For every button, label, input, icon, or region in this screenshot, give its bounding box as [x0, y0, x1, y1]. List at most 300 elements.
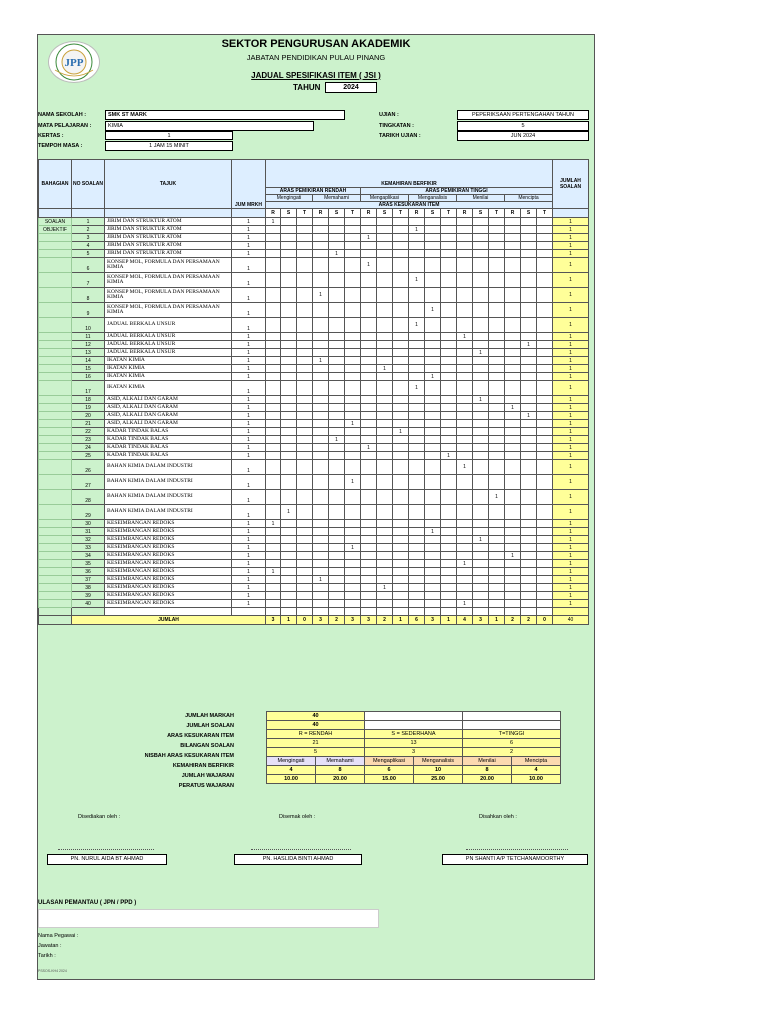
skill-cell[interactable] [425, 218, 441, 226]
skill-cell[interactable] [313, 396, 329, 404]
skill-cell[interactable] [281, 365, 297, 373]
skill-cell[interactable] [377, 505, 393, 520]
mark-cell[interactable]: 1 [232, 404, 266, 412]
skill-cell[interactable]: 1 [489, 490, 505, 505]
skill-cell[interactable] [377, 242, 393, 250]
topic-cell[interactable]: JIRIM DAN STRUKTUR ATOM [105, 226, 232, 234]
skill-cell[interactable] [393, 303, 409, 318]
topic-cell[interactable]: KESEIMBANGAN REDOKS [105, 600, 232, 608]
skill-cell[interactable] [441, 568, 457, 576]
skill-cell[interactable] [361, 560, 377, 568]
mark-cell[interactable]: 1 [232, 592, 266, 600]
skill-cell[interactable] [537, 404, 553, 412]
skill-cell[interactable] [313, 273, 329, 288]
skill-cell[interactable] [281, 428, 297, 436]
school-field[interactable]: SMK ST MARK [105, 110, 345, 120]
skill-cell[interactable] [489, 365, 505, 373]
skill-cell[interactable] [473, 475, 489, 490]
skill-cell[interactable] [313, 544, 329, 552]
skill-cell[interactable] [345, 560, 361, 568]
skill-cell[interactable] [313, 584, 329, 592]
skill-cell[interactable] [313, 592, 329, 600]
skill-cell[interactable] [409, 568, 425, 576]
skill-cell[interactable] [489, 576, 505, 584]
skill-cell[interactable] [345, 536, 361, 544]
topic-cell[interactable]: BAHAN KIMIA DALAM INDUSTRI [105, 490, 232, 505]
skill-cell[interactable] [377, 452, 393, 460]
skill-cell[interactable] [377, 258, 393, 273]
skill-cell[interactable]: 1 [425, 528, 441, 536]
skill-cell[interactable] [313, 536, 329, 544]
skill-cell[interactable] [281, 341, 297, 349]
skill-cell[interactable] [457, 381, 473, 396]
skill-cell[interactable] [521, 528, 537, 536]
skill-cell[interactable] [457, 373, 473, 381]
mark-cell[interactable]: 1 [232, 318, 266, 333]
skill-cell[interactable] [489, 303, 505, 318]
skill-cell[interactable] [425, 460, 441, 475]
skill-cell[interactable] [521, 576, 537, 584]
skill-cell[interactable] [505, 288, 521, 303]
skill-cell[interactable] [329, 373, 345, 381]
skill-cell[interactable] [489, 404, 505, 412]
skill-cell[interactable] [361, 552, 377, 560]
skill-cell[interactable] [409, 592, 425, 600]
skill-cell[interactable] [377, 544, 393, 552]
mark-cell[interactable]: 1 [232, 536, 266, 544]
skill-cell[interactable] [441, 288, 457, 303]
skill-cell[interactable] [281, 600, 297, 608]
skill-cell[interactable]: 1 [409, 226, 425, 234]
skill-cell[interactable] [297, 560, 313, 568]
skill-cell[interactable] [297, 333, 313, 341]
skill-cell[interactable] [425, 576, 441, 584]
mark-cell[interactable]: 1 [232, 396, 266, 404]
mark-cell[interactable]: 1 [232, 552, 266, 560]
skill-cell[interactable] [297, 452, 313, 460]
skill-cell[interactable] [441, 576, 457, 584]
skill-cell[interactable] [297, 234, 313, 242]
skill-cell[interactable] [297, 475, 313, 490]
skill-cell[interactable] [297, 520, 313, 528]
skill-cell[interactable] [537, 536, 553, 544]
topic-cell[interactable]: BAHAN KIMIA DALAM INDUSTRI [105, 475, 232, 490]
skill-cell[interactable] [297, 490, 313, 505]
skill-cell[interactable] [361, 333, 377, 341]
skill-cell[interactable] [505, 544, 521, 552]
skill-cell[interactable] [313, 420, 329, 428]
skill-cell[interactable] [425, 568, 441, 576]
skill-cell[interactable] [393, 576, 409, 584]
skill-cell[interactable] [313, 568, 329, 576]
skill-cell[interactable] [329, 505, 345, 520]
skill-cell[interactable] [329, 600, 345, 608]
skill-cell[interactable] [521, 592, 537, 600]
skill-cell[interactable] [537, 373, 553, 381]
skill-cell[interactable] [473, 568, 489, 576]
skill-cell[interactable] [377, 536, 393, 544]
skill-cell[interactable] [409, 490, 425, 505]
skill-cell[interactable] [297, 444, 313, 452]
skill-cell[interactable] [537, 490, 553, 505]
skill-cell[interactable] [441, 404, 457, 412]
skill-cell[interactable]: 1 [361, 234, 377, 242]
skill-cell[interactable] [393, 365, 409, 373]
skill-cell[interactable] [393, 452, 409, 460]
skill-cell[interactable] [345, 460, 361, 475]
skill-cell[interactable] [537, 528, 553, 536]
mark-cell[interactable]: 1 [232, 544, 266, 552]
skill-cell[interactable] [313, 365, 329, 373]
skill-cell[interactable] [521, 420, 537, 428]
skill-cell[interactable] [393, 490, 409, 505]
skill-cell[interactable] [345, 242, 361, 250]
skill-cell[interactable] [281, 528, 297, 536]
skill-cell[interactable] [281, 242, 297, 250]
mark-cell[interactable]: 1 [232, 436, 266, 444]
skill-cell[interactable] [537, 592, 553, 600]
skill-cell[interactable] [521, 357, 537, 365]
skill-cell[interactable] [521, 444, 537, 452]
skill-cell[interactable] [489, 357, 505, 365]
skill-cell[interactable] [297, 568, 313, 576]
skill-cell[interactable] [313, 373, 329, 381]
skill-cell[interactable] [489, 273, 505, 288]
skill-cell[interactable] [489, 373, 505, 381]
skill-cell[interactable] [266, 396, 281, 404]
skill-cell[interactable] [457, 318, 473, 333]
skill-cell[interactable] [441, 412, 457, 420]
skill-cell[interactable] [425, 349, 441, 357]
topic-cell[interactable]: JIRIM DAN STRUKTUR ATOM [105, 250, 232, 258]
skill-cell[interactable] [457, 520, 473, 528]
skill-cell[interactable] [473, 404, 489, 412]
skill-cell[interactable] [281, 250, 297, 258]
skill-cell[interactable] [505, 536, 521, 544]
mark-cell[interactable]: 1 [232, 528, 266, 536]
skill-cell[interactable] [425, 333, 441, 341]
topic-cell[interactable]: KESEIMBANGAN REDOKS [105, 560, 232, 568]
skill-cell[interactable] [537, 420, 553, 428]
skill-cell[interactable] [377, 560, 393, 568]
skill-cell[interactable] [345, 444, 361, 452]
skill-cell[interactable] [266, 528, 281, 536]
skill-cell[interactable]: 1 [441, 452, 457, 460]
skill-cell[interactable] [393, 412, 409, 420]
skill-cell[interactable] [409, 528, 425, 536]
skill-cell[interactable] [345, 349, 361, 357]
skill-cell[interactable] [393, 226, 409, 234]
skill-cell[interactable] [409, 365, 425, 373]
skill-cell[interactable] [409, 436, 425, 444]
skill-cell[interactable] [473, 273, 489, 288]
skill-cell[interactable] [473, 428, 489, 436]
skill-cell[interactable] [473, 218, 489, 226]
skill-cell[interactable] [345, 428, 361, 436]
skill-cell[interactable] [537, 288, 553, 303]
skill-cell[interactable] [393, 528, 409, 536]
skill-cell[interactable] [457, 365, 473, 373]
skill-cell[interactable] [393, 568, 409, 576]
mark-cell[interactable]: 1 [232, 341, 266, 349]
skill-cell[interactable] [489, 436, 505, 444]
skill-cell[interactable] [393, 584, 409, 592]
skill-cell[interactable] [489, 341, 505, 349]
skill-cell[interactable] [521, 373, 537, 381]
skill-cell[interactable] [313, 258, 329, 273]
skill-cell[interactable] [345, 318, 361, 333]
skill-cell[interactable] [361, 576, 377, 584]
skill-cell[interactable] [313, 452, 329, 460]
skill-cell[interactable] [409, 250, 425, 258]
skill-cell[interactable] [393, 600, 409, 608]
skill-cell[interactable] [425, 341, 441, 349]
skill-cell[interactable] [266, 250, 281, 258]
skill-cell[interactable]: 1 [266, 520, 281, 528]
skill-cell[interactable] [266, 428, 281, 436]
skill-cell[interactable] [281, 273, 297, 288]
topic-cell[interactable]: KESEIMBANGAN REDOKS [105, 544, 232, 552]
skill-cell[interactable] [473, 333, 489, 341]
year-field[interactable]: 2024 [325, 82, 377, 93]
skill-cell[interactable] [505, 333, 521, 341]
topic-cell[interactable]: KONSEP MOL, FORMULA DAN PERSAMAAN KIMIA [105, 273, 232, 288]
skill-cell[interactable] [297, 303, 313, 318]
mark-cell[interactable]: 1 [232, 242, 266, 250]
skill-cell[interactable] [425, 600, 441, 608]
skill-cell[interactable] [377, 357, 393, 365]
skill-cell[interactable] [361, 436, 377, 444]
skill-cell[interactable] [505, 226, 521, 234]
skill-cell[interactable] [537, 226, 553, 234]
skill-cell[interactable] [361, 544, 377, 552]
skill-cell[interactable] [345, 234, 361, 242]
skill-cell[interactable] [266, 536, 281, 544]
skill-cell[interactable] [489, 568, 505, 576]
skill-cell[interactable] [505, 475, 521, 490]
mark-cell[interactable]: 1 [232, 218, 266, 226]
skill-cell[interactable] [313, 444, 329, 452]
skill-cell[interactable] [409, 552, 425, 560]
duration-field[interactable]: 1 JAM 15 MINIT [105, 141, 233, 151]
skill-cell[interactable] [425, 544, 441, 552]
skill-cell[interactable] [377, 568, 393, 576]
skill-cell[interactable] [521, 288, 537, 303]
skill-cell[interactable] [329, 226, 345, 234]
skill-cell[interactable] [457, 490, 473, 505]
skill-cell[interactable] [266, 258, 281, 273]
skill-cell[interactable] [489, 242, 505, 250]
skill-cell[interactable] [425, 273, 441, 288]
skill-cell[interactable] [521, 365, 537, 373]
skill-cell[interactable] [313, 341, 329, 349]
skill-cell[interactable] [537, 520, 553, 528]
skill-cell[interactable] [266, 381, 281, 396]
skill-cell[interactable] [425, 234, 441, 242]
mark-cell[interactable]: 1 [232, 333, 266, 341]
skill-cell[interactable] [297, 273, 313, 288]
skill-cell[interactable] [313, 218, 329, 226]
topic-cell[interactable]: IKATAN KIMIA [105, 381, 232, 396]
skill-cell[interactable] [266, 273, 281, 288]
skill-cell[interactable] [537, 544, 553, 552]
skill-cell[interactable] [457, 303, 473, 318]
skill-cell[interactable] [441, 234, 457, 242]
skill-cell[interactable] [329, 568, 345, 576]
mark-cell[interactable]: 1 [232, 349, 266, 357]
skill-cell[interactable] [521, 349, 537, 357]
skill-cell[interactable] [313, 333, 329, 341]
skill-cell[interactable] [537, 560, 553, 568]
skill-cell[interactable] [505, 258, 521, 273]
skill-cell[interactable] [313, 404, 329, 412]
skill-cell[interactable] [409, 349, 425, 357]
skill-cell[interactable] [361, 273, 377, 288]
skill-cell[interactable] [345, 333, 361, 341]
skill-cell[interactable] [281, 226, 297, 234]
skill-cell[interactable] [537, 349, 553, 357]
skill-cell[interactable] [266, 357, 281, 365]
skill-cell[interactable] [457, 452, 473, 460]
skill-cell[interactable] [393, 520, 409, 528]
mark-cell[interactable]: 1 [232, 475, 266, 490]
skill-cell[interactable] [521, 428, 537, 436]
skill-cell[interactable] [361, 303, 377, 318]
skill-cell[interactable] [281, 436, 297, 444]
skill-cell[interactable] [425, 250, 441, 258]
skill-cell[interactable]: 1 [521, 412, 537, 420]
skill-cell[interactable] [457, 576, 473, 584]
skill-cell[interactable] [345, 381, 361, 396]
skill-cell[interactable] [297, 341, 313, 349]
skill-cell[interactable] [361, 584, 377, 592]
skill-cell[interactable] [297, 396, 313, 404]
mark-cell[interactable]: 1 [232, 303, 266, 318]
skill-cell[interactable] [521, 505, 537, 520]
skill-cell[interactable]: 1 [266, 568, 281, 576]
skill-cell[interactable] [505, 357, 521, 365]
mark-cell[interactable]: 1 [232, 381, 266, 396]
skill-cell[interactable] [281, 560, 297, 568]
skill-cell[interactable] [489, 475, 505, 490]
skill-cell[interactable] [361, 528, 377, 536]
skill-cell[interactable] [329, 318, 345, 333]
skill-cell[interactable] [409, 373, 425, 381]
skill-cell[interactable] [266, 234, 281, 242]
skill-cell[interactable] [537, 428, 553, 436]
skill-cell[interactable] [441, 600, 457, 608]
skill-cell[interactable] [505, 576, 521, 584]
skill-cell[interactable] [313, 428, 329, 436]
skill-cell[interactable] [329, 349, 345, 357]
skill-cell[interactable] [441, 428, 457, 436]
exam-field[interactable]: PEPERIKSAAN PERTENGAHAN TAHUN [457, 110, 589, 120]
skill-cell[interactable] [361, 452, 377, 460]
skill-cell[interactable] [361, 218, 377, 226]
skill-cell[interactable] [313, 505, 329, 520]
topic-cell[interactable]: IKATAN KIMIA [105, 365, 232, 373]
skill-cell[interactable] [521, 436, 537, 444]
mark-cell[interactable]: 1 [232, 576, 266, 584]
skill-cell[interactable] [361, 349, 377, 357]
skill-cell[interactable] [345, 273, 361, 288]
skill-cell[interactable] [297, 357, 313, 365]
skill-cell[interactable] [441, 318, 457, 333]
skill-cell[interactable] [393, 288, 409, 303]
skill-cell[interactable] [297, 600, 313, 608]
skill-cell[interactable] [457, 592, 473, 600]
mark-cell[interactable]: 1 [232, 505, 266, 520]
skill-cell[interactable]: 1 [266, 218, 281, 226]
topic-cell[interactable]: ASID, ALKALI DAN GARAM [105, 420, 232, 428]
skill-cell[interactable] [297, 381, 313, 396]
skill-cell[interactable] [537, 444, 553, 452]
topic-cell[interactable]: KADAR TINDAK BALAS [105, 452, 232, 460]
skill-cell[interactable]: 1 [313, 357, 329, 365]
skill-cell[interactable] [377, 226, 393, 234]
skill-cell[interactable] [329, 452, 345, 460]
skill-cell[interactable] [377, 250, 393, 258]
skill-cell[interactable] [361, 568, 377, 576]
skill-cell[interactable] [521, 452, 537, 460]
skill-cell[interactable] [297, 505, 313, 520]
skill-cell[interactable] [425, 490, 441, 505]
skill-cell[interactable] [425, 420, 441, 428]
skill-cell[interactable] [393, 273, 409, 288]
skill-cell[interactable] [489, 584, 505, 592]
skill-cell[interactable] [537, 250, 553, 258]
skill-cell[interactable] [537, 436, 553, 444]
skill-cell[interactable] [393, 560, 409, 568]
skill-cell[interactable] [313, 528, 329, 536]
skill-cell[interactable] [505, 373, 521, 381]
skill-cell[interactable] [489, 560, 505, 568]
skill-cell[interactable]: 1 [457, 333, 473, 341]
skill-cell[interactable] [489, 381, 505, 396]
skill-cell[interactable] [489, 536, 505, 544]
skill-cell[interactable] [313, 303, 329, 318]
skill-cell[interactable] [329, 258, 345, 273]
skill-cell[interactable] [377, 475, 393, 490]
skill-cell[interactable] [473, 341, 489, 349]
skill-cell[interactable]: 1 [329, 436, 345, 444]
skill-cell[interactable] [409, 452, 425, 460]
skill-cell[interactable] [345, 552, 361, 560]
skill-cell[interactable] [473, 452, 489, 460]
skill-cell[interactable] [393, 505, 409, 520]
skill-cell[interactable] [537, 381, 553, 396]
skill-cell[interactable] [457, 273, 473, 288]
skill-cell[interactable] [266, 552, 281, 560]
skill-cell[interactable] [441, 544, 457, 552]
skill-cell[interactable] [297, 404, 313, 412]
skill-cell[interactable] [505, 452, 521, 460]
skill-cell[interactable] [393, 396, 409, 404]
skill-cell[interactable] [505, 349, 521, 357]
skill-cell[interactable] [266, 303, 281, 318]
skill-cell[interactable] [266, 412, 281, 420]
skill-cell[interactable]: 1 [473, 536, 489, 544]
skill-cell[interactable] [505, 412, 521, 420]
mark-cell[interactable]: 1 [232, 420, 266, 428]
skill-cell[interactable] [297, 428, 313, 436]
skill-cell[interactable] [409, 341, 425, 349]
skill-cell[interactable] [537, 341, 553, 349]
skill-cell[interactable] [345, 357, 361, 365]
skill-cell[interactable] [521, 258, 537, 273]
skill-cell[interactable] [441, 436, 457, 444]
skill-cell[interactable] [505, 242, 521, 250]
